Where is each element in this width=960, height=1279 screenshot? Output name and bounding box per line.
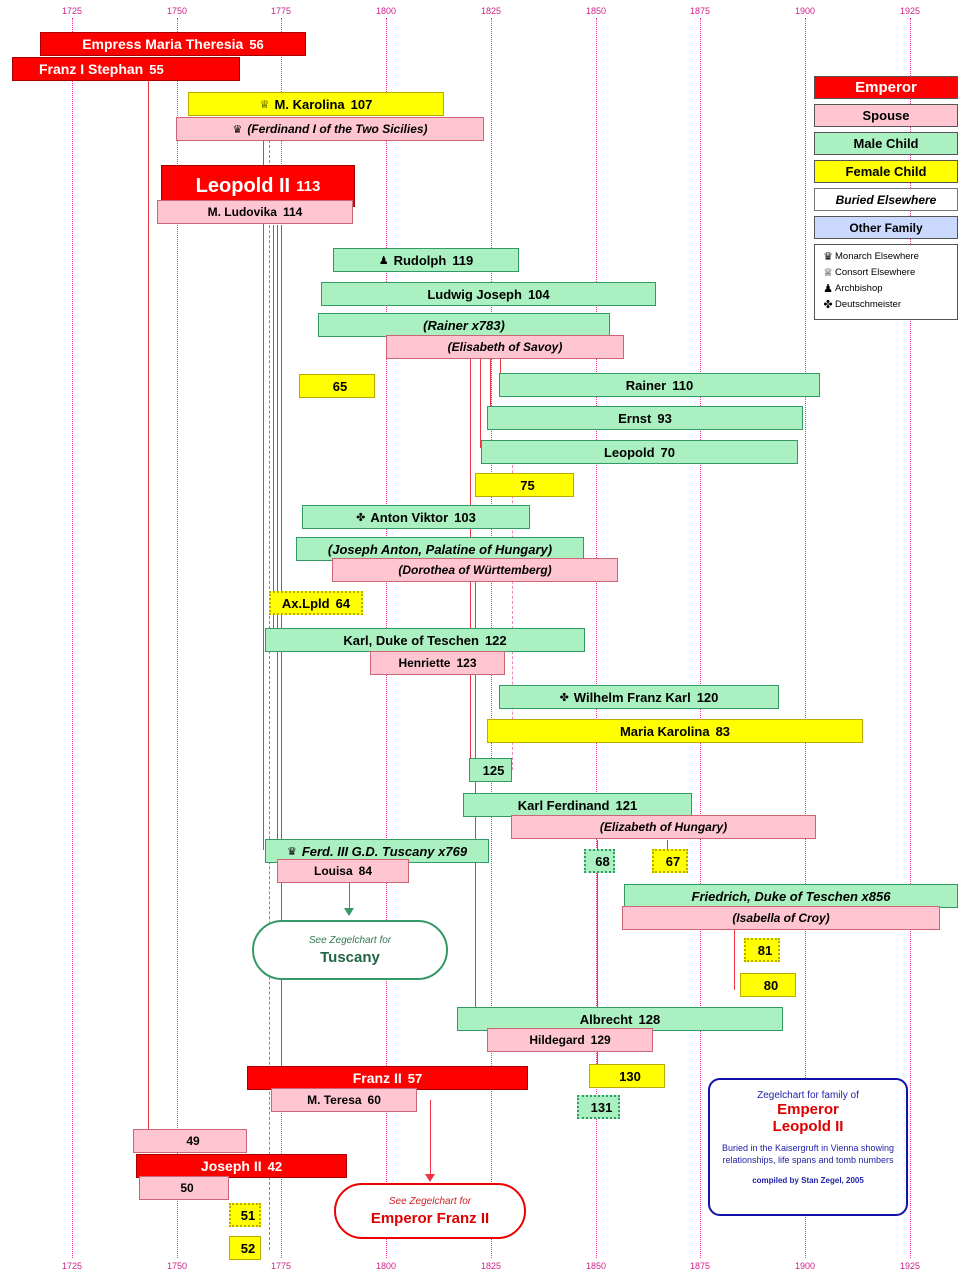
person-name: Ax.Lpld (281, 595, 330, 611)
tomb-number: 93 (657, 410, 672, 426)
tomb-number: 121 (615, 797, 638, 813)
axis-tick-top-1875: 1875 (690, 6, 711, 16)
monarch-elsewhere-icon: ♛ (823, 251, 833, 263)
lifespan-bar[interactable] (487, 406, 803, 430)
person-name: (Elisabeth of Savoy) (447, 340, 563, 354)
tomb-number: 56 (249, 36, 264, 52)
tomb-number: 75 (520, 477, 535, 493)
title-line2: Emperor Leopold II (772, 1101, 844, 1136)
person-name: Ferd. III G.D. Tuscany x769 (301, 843, 468, 859)
person-name: (Elizabeth of Hungary) (599, 820, 728, 834)
tomb-number: 65 (332, 378, 348, 394)
person-name: Rudolph (393, 252, 447, 268)
person-name: Leopold II (195, 174, 291, 197)
lifespan-bar[interactable] (12, 57, 240, 81)
tomb-number: 49 (186, 1134, 200, 1148)
connector-franz-i (148, 81, 149, 1131)
legend-deutschmeister-row (821, 298, 951, 311)
legend-buried-elsewhere: Buried Elsewhere (814, 188, 958, 211)
lifespan-bar[interactable] (481, 440, 798, 464)
person-name: Karl Ferdinand (517, 797, 610, 813)
person-name: Ludwig Joseph (427, 286, 522, 302)
lifespan-bar[interactable] (229, 1203, 261, 1227)
person-name: Hildegard (529, 1033, 585, 1047)
legend-male-child: Male Child (814, 132, 958, 155)
lifespan-bar[interactable] (463, 793, 692, 817)
tomb-number: 50 (180, 1181, 194, 1195)
tomb-number: 129 (590, 1033, 611, 1047)
connector-rainer-b (480, 348, 481, 448)
legend-consort-elsewhere-row (821, 266, 951, 279)
tomb-number: 68 (595, 853, 610, 869)
archbishop-icon: ♟ (823, 283, 833, 295)
note-franz-ii[interactable] (334, 1183, 526, 1239)
lifespan-bar[interactable] (271, 1088, 417, 1112)
arrow-tuscany-icon (344, 908, 354, 916)
consort-elsewhere-icon: ♕ (823, 267, 833, 279)
chart-title-box (708, 1078, 908, 1216)
lifespan-bar[interactable] (277, 859, 409, 883)
status-glyph-icon: ♕ (259, 98, 270, 111)
arrow-franz-ii-icon (425, 1174, 435, 1182)
connector-franz-ii (430, 1100, 431, 1178)
lifespan-bar[interactable] (302, 505, 530, 529)
tomb-number: 128 (638, 1011, 661, 1027)
lifespan-bar[interactable] (247, 1066, 528, 1090)
tomb-number: 83 (715, 723, 731, 739)
lifespan-bar[interactable] (499, 685, 779, 709)
lifespan-bar[interactable] (622, 906, 940, 930)
tomb-number: 120 (696, 689, 719, 705)
tomb-number: 125 (482, 762, 505, 778)
title-line3: Buried in the Kaisergruft in Vienna showing relationships, life spans and tomb numbers (722, 1142, 894, 1165)
person-name: (Rainer x783) (423, 317, 505, 333)
person-name: Ernst (618, 410, 652, 426)
connector-leopold-a (273, 225, 274, 640)
status-glyph-icon: ♛ (286, 845, 297, 858)
lifespan-bar[interactable] (188, 92, 444, 116)
tomb-number: 107 (350, 96, 373, 112)
legend-icon-key (814, 244, 958, 320)
tomb-number: 52 (240, 1240, 256, 1256)
person-name: Maria Karolina (619, 723, 710, 739)
status-glyph-icon: ✤ (559, 691, 569, 704)
lifespan-bar[interactable] (499, 373, 820, 397)
lifespan-bar[interactable] (652, 849, 688, 873)
tomb-number: 57 (407, 1070, 423, 1086)
lifespan-bar[interactable] (370, 651, 505, 675)
person-name: (Ferdinand I of the Two Sicilies) (247, 122, 428, 136)
tomb-number: 130 (619, 1068, 641, 1084)
axis-tick-bottom-1925: 1925 (900, 1261, 921, 1271)
legend-monarch-elsewhere-row (821, 250, 951, 263)
connector-leopold-b (277, 225, 278, 845)
tomb-number: 104 (527, 286, 550, 302)
tomb-number: 51 (240, 1207, 256, 1223)
person-name: M. Karolina (274, 96, 345, 112)
person-name: Joseph II (200, 1158, 262, 1174)
tomb-number: 60 (367, 1093, 381, 1107)
lifespan-bar[interactable] (487, 719, 863, 743)
lifespan-bar[interactable] (229, 1236, 261, 1260)
axis-tick-bottom-1800: 1800 (376, 1261, 397, 1271)
lifespan-bar[interactable] (487, 1028, 653, 1052)
lifespan-bar[interactable] (157, 200, 353, 224)
lifespan-bar[interactable] (176, 117, 484, 141)
connector-friedrich (734, 930, 735, 990)
tomb-number: 64 (335, 595, 351, 611)
legend-other-family: Other Family (814, 216, 958, 239)
lifespan-bar[interactable] (475, 473, 574, 497)
tomb-number: 122 (484, 632, 507, 648)
legend (814, 76, 958, 320)
connector-karolina (263, 130, 264, 850)
tomb-number: 80 (763, 977, 779, 993)
person-name: Anton Viktor (370, 509, 449, 525)
lifespan-bar[interactable] (40, 32, 306, 56)
gridline-1875 (700, 18, 701, 1258)
lifespan-bar[interactable] (321, 282, 656, 306)
lifespan-bar[interactable] (589, 1064, 665, 1088)
consort-elsewhere-label: Consort Elsewhere (835, 267, 916, 278)
lifespan-bar[interactable] (333, 248, 519, 272)
axis-tick-bottom-1775: 1775 (271, 1261, 292, 1271)
tomb-number: 131 (590, 1099, 613, 1115)
person-name: Rainer (625, 377, 667, 393)
note-franz-ii-line2: Emperor Franz II (370, 1209, 490, 1227)
person-name: (Isabella of Croy) (732, 911, 830, 925)
lifespan-bar[interactable] (386, 335, 624, 359)
tomb-number: 81 (757, 942, 773, 958)
axis-tick-bottom-1900: 1900 (795, 1261, 816, 1271)
legend-archbishop-row (821, 282, 951, 295)
lifespan-bar[interactable] (577, 1095, 620, 1119)
note-tuscany-line2: Tuscany (320, 948, 380, 966)
person-name: Empress Maria Theresia (82, 36, 244, 52)
title-line1: Zegelchart for family of (757, 1090, 859, 1101)
archbishop-label: Archbishop (835, 283, 883, 294)
lifespan-bar[interactable] (584, 849, 615, 873)
person-name: Franz II (352, 1070, 402, 1086)
gridline-1725 (72, 18, 73, 1258)
person-name: Leopold (603, 444, 655, 460)
person-name: Louisa (313, 864, 353, 878)
title-line4: compiled by Stan Zegel, 2005 (752, 1175, 864, 1185)
lifespan-bar[interactable] (269, 591, 363, 615)
person-name: Wilhelm Franz Karl (573, 689, 691, 705)
lifespan-bar[interactable] (624, 884, 958, 908)
tomb-number: 103 (454, 509, 476, 525)
tomb-number: 119 (452, 252, 474, 268)
lifespan-bar[interactable] (511, 815, 816, 839)
tomb-number: 113 (296, 177, 321, 195)
legend-female-child: Female Child (814, 160, 958, 183)
note-franz-ii-line1: See Zegelchart for (388, 1195, 472, 1207)
tomb-number: 70 (660, 444, 675, 460)
tomb-number: 55 (149, 61, 164, 77)
lifespan-bar[interactable] (299, 374, 375, 398)
tomb-number: 110 (672, 377, 694, 393)
person-name: (Joseph Anton, Palatine of Hungary) (327, 541, 553, 557)
axis-tick-top-1925: 1925 (900, 6, 921, 16)
lifespan-bar[interactable] (740, 973, 796, 997)
person-name: Henriette (398, 656, 451, 670)
axis-tick-top-1775: 1775 (271, 6, 292, 16)
axis-tick-bottom-1875: 1875 (690, 1261, 711, 1271)
lifespan-bar[interactable] (469, 758, 512, 782)
axis-tick-top-1850: 1850 (586, 6, 607, 16)
deutschmeister-icon: ✤ (823, 299, 833, 311)
lifespan-bar[interactable] (318, 313, 610, 337)
tomb-number: 123 (456, 656, 477, 670)
tomb-number: 114 (282, 205, 303, 219)
status-glyph-icon: ♛ (232, 123, 243, 136)
axis-tick-bottom-1725: 1725 (62, 1261, 83, 1271)
status-glyph-icon: ✤ (356, 511, 366, 524)
lifespan-bar[interactable] (139, 1176, 229, 1200)
axis-tick-top-1825: 1825 (481, 6, 502, 16)
tomb-number: 42 (267, 1158, 283, 1174)
axis-tick-top-1750: 1750 (167, 6, 188, 16)
gridline-1900 (805, 18, 806, 1258)
note-tuscany-line1: See Zegelchart for (308, 934, 392, 946)
lifespan-bar[interactable] (136, 1154, 347, 1178)
lifespan-bar[interactable] (744, 938, 780, 962)
axis-tick-bottom-1825: 1825 (481, 1261, 502, 1271)
axis-tick-bottom-1850: 1850 (586, 1261, 607, 1271)
person-name: Albrecht (579, 1011, 633, 1027)
status-glyph-icon: ♟ (378, 254, 389, 267)
deutschmeister-label: Deutschmeister (835, 299, 901, 310)
person-name: (Dorothea of Württemberg) (398, 563, 552, 577)
axis-tick-top-1725: 1725 (62, 6, 83, 16)
lifespan-bar[interactable] (332, 558, 618, 582)
person-name: Friedrich, Duke of Teschen x856 (691, 888, 891, 904)
axis-tick-top-1900: 1900 (795, 6, 816, 16)
person-name: M. Ludovika (207, 205, 277, 219)
monarch-elsewhere-label: Monarch Elsewhere (835, 251, 919, 262)
lifespan-bar[interactable] (265, 628, 585, 652)
person-name: Karl, Duke of Teschen (343, 632, 479, 648)
legend-emperor: Emperor (814, 76, 958, 99)
note-tuscany[interactable] (252, 920, 448, 980)
lifespan-bar[interactable] (133, 1129, 247, 1153)
legend-spouse: Spouse (814, 104, 958, 127)
person-name: M. Teresa (307, 1093, 362, 1107)
tomb-number: 67 (665, 853, 681, 869)
axis-tick-top-1800: 1800 (376, 6, 397, 16)
axis-tick-bottom-1750: 1750 (167, 1261, 188, 1271)
tomb-number: 84 (358, 864, 373, 878)
person-name: Franz I Stephan (39, 61, 144, 77)
